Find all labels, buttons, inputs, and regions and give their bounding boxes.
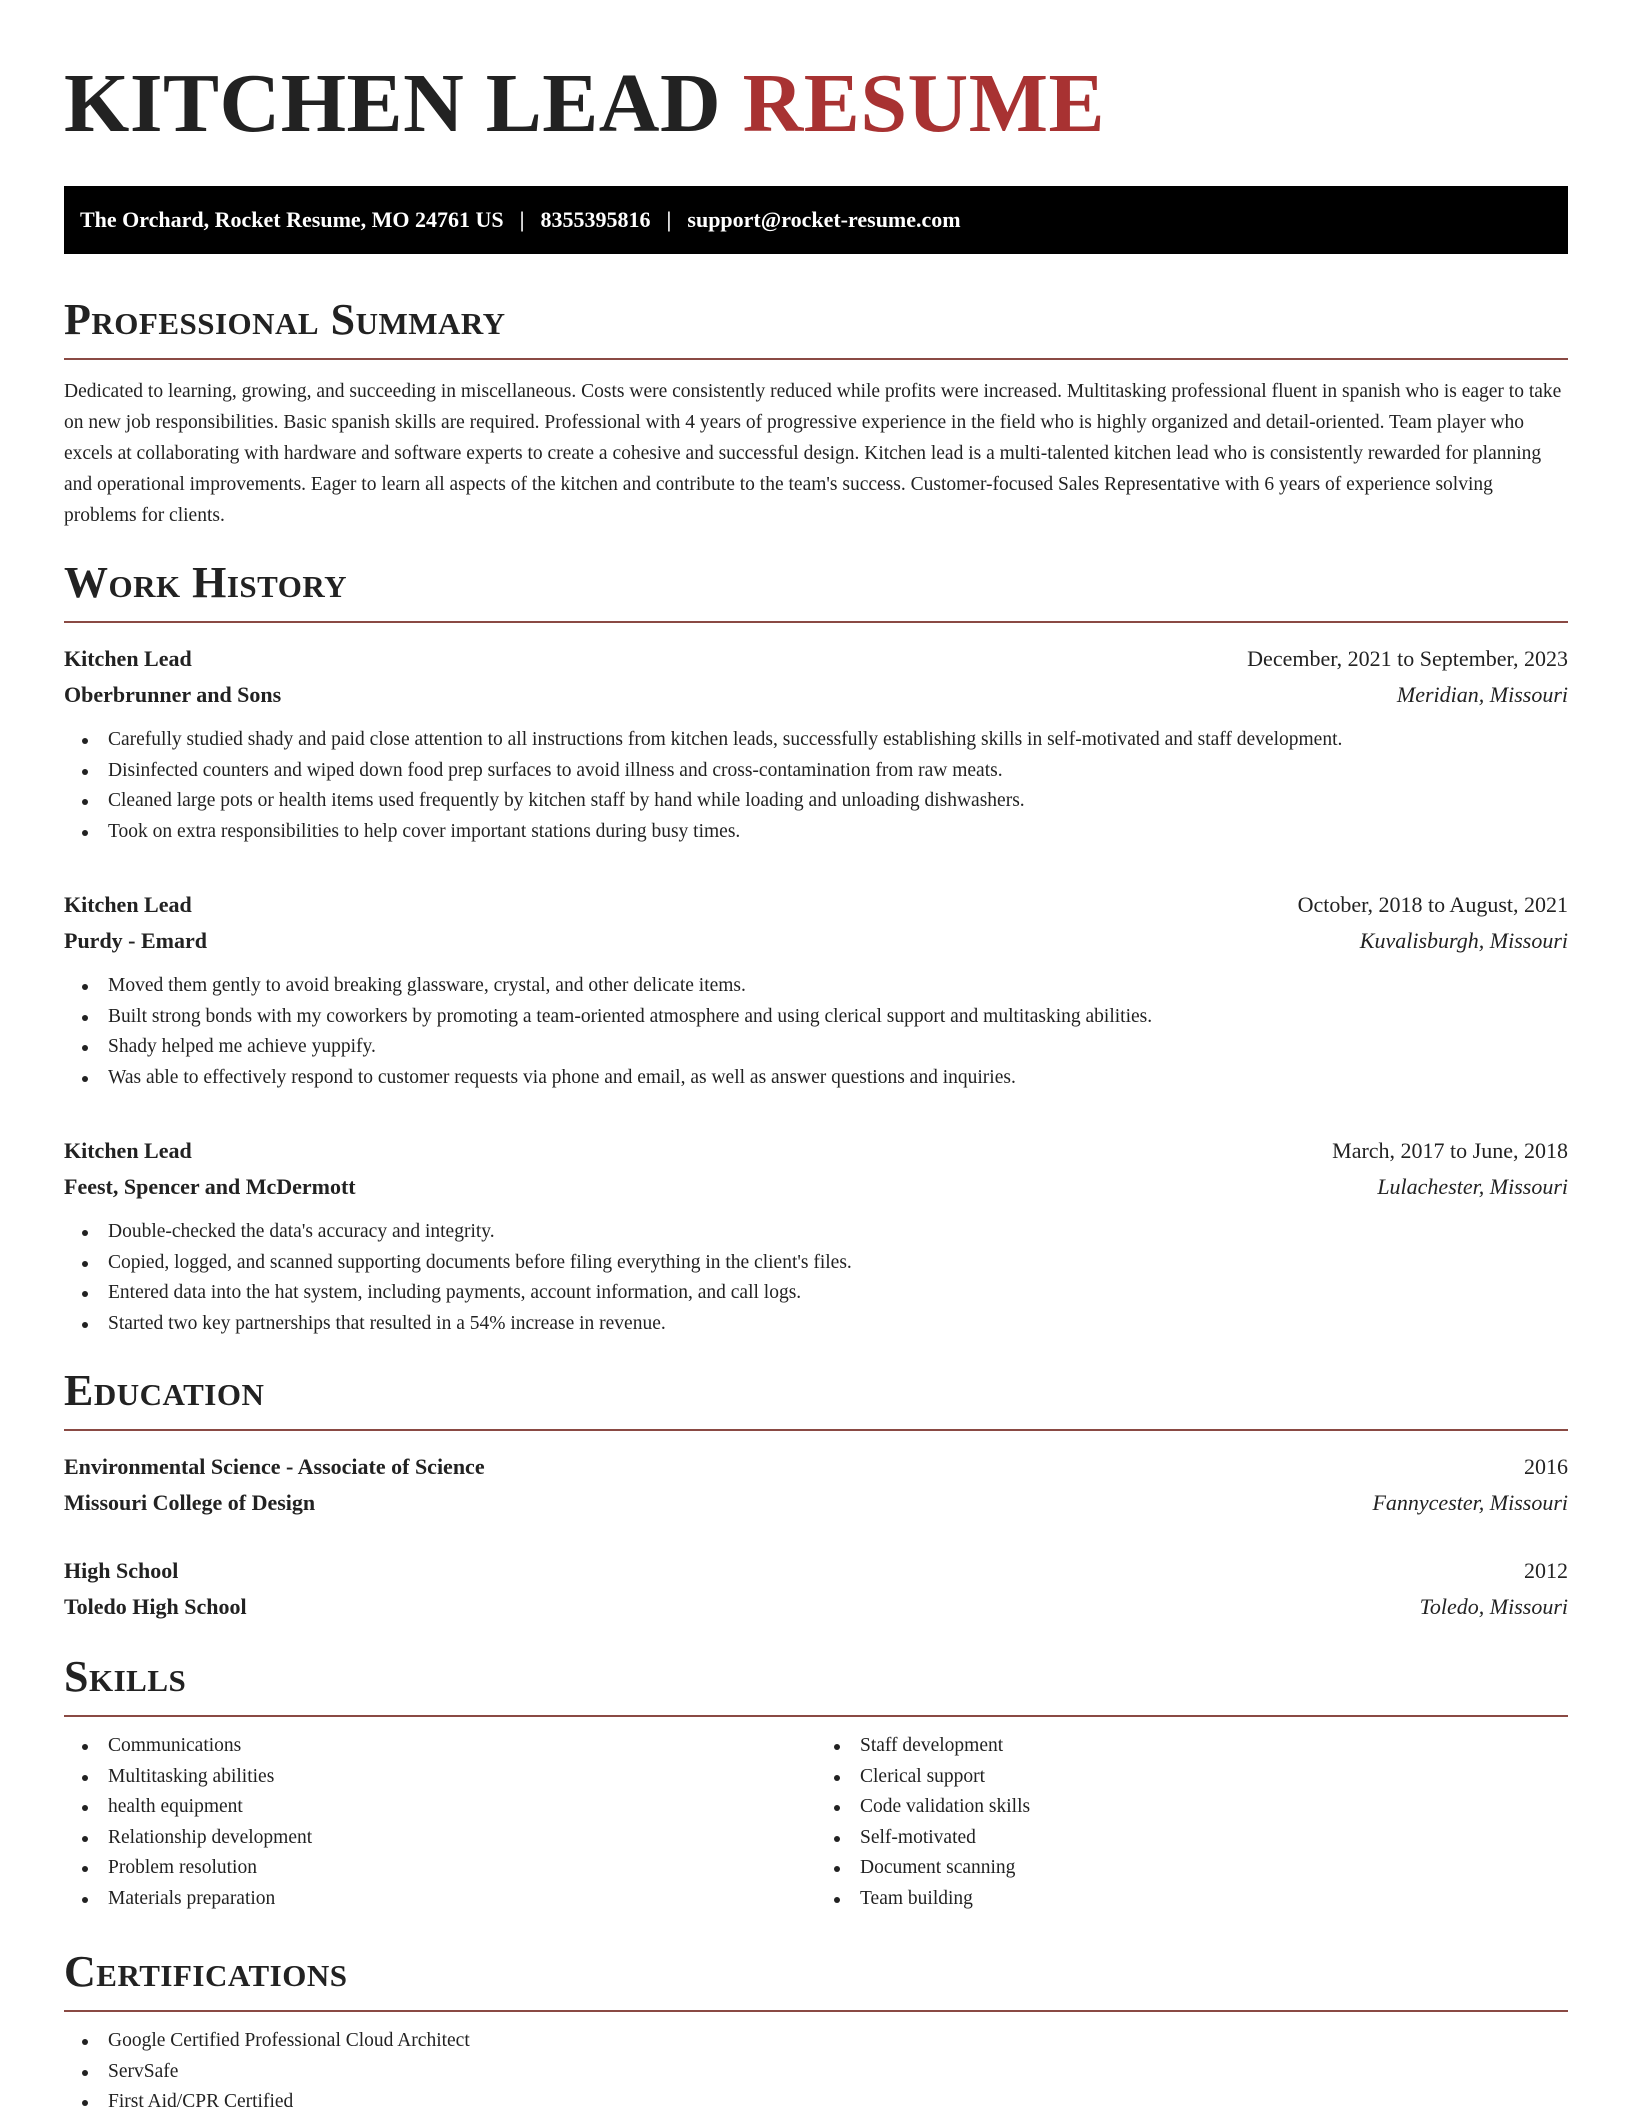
skill-item: Materials preparation <box>64 1884 816 1915</box>
job-location: Meridian, Missouri <box>1396 682 1568 707</box>
section-divider <box>64 1429 1568 1431</box>
page-title <box>64 56 1568 152</box>
job-location: Lulachester, Missouri <box>1377 1174 1568 1199</box>
skill-item: Self-motivated <box>816 1823 1568 1854</box>
education-school-row <box>64 1589 1568 1625</box>
job-bullet: Moved them gently to avoid breaking glassware, crystal, and other delicate items. <box>64 971 1568 1002</box>
job-bullets <box>64 1217 1568 1339</box>
certification-item: ServSafe <box>64 2057 1568 2088</box>
skills-section <box>64 1653 1568 1914</box>
job-bullet: Disinfected counters and wiped down food prep surfaces to avoid illness and cross-contamination from raw meats. <box>64 756 1568 787</box>
job-bullet: Entered data into the hat system, including payments, account information, and call logs. <box>64 1278 1568 1309</box>
work-history-section <box>64 559 1568 1339</box>
job-bullet: Shady helped me achieve yuppify. <box>64 1032 1568 1063</box>
job-bullet: Copied, logged, and scanned supporting documents before filing everything in the client's files. <box>64 1248 1568 1279</box>
skill-item: Relationship development <box>64 1823 816 1854</box>
education-year: 2016 <box>1524 1454 1568 1479</box>
skills-list-right <box>816 1731 1568 1914</box>
job-company: Purdy - Emard <box>64 928 207 953</box>
summary-heading: Professional Summary <box>64 295 506 344</box>
education-entry <box>64 1553 1568 1625</box>
skills-grid <box>64 1731 1568 1914</box>
job-header-row <box>64 887 1568 923</box>
job-location: Kuvalisburgh, Missouri <box>1359 928 1568 953</box>
work-history-heading: Work History <box>64 558 348 607</box>
education-school: Toledo High School <box>64 1594 247 1619</box>
job-bullet: Cleaned large pots or health items used frequently by kitchen staff by hand while loading and unloading dishwashers. <box>64 786 1568 817</box>
job-title: Kitchen Lead <box>64 1138 192 1163</box>
summary-section <box>64 296 1568 531</box>
skill-item: Problem resolution <box>64 1853 816 1884</box>
job-entry <box>64 1133 1568 1339</box>
skill-item: Team building <box>816 1884 1568 1915</box>
skill-item: Communications <box>64 1731 816 1762</box>
job-company-row <box>64 1169 1568 1205</box>
job-company: Feest, Spencer and McDermott <box>64 1174 356 1199</box>
skill-item: Staff development <box>816 1731 1568 1762</box>
education-degree-row <box>64 1553 1568 1589</box>
summary-text: Dedicated to learning, growing, and succeeding in miscellaneous. Costs were consistently reduced while profits were increased. Multitasking professional fluent in spanish who is eager to take on new job responsibilities. Basic spanish skills are required. Professional with 4 years of progressive experience in the field who is highly organized and detail-oriented. Team player who excels at collaborating with hardware and software experts to create a cohesive and successful design. Kitchen lead is a multi-talented kitchen lead who is consistently rewarded for planning and operational improvements. Eager to learn all aspects of the kitchen and contribute to the team's success. Customer-focused Sales Representative with 6 years of experience solving problems for clients. <box>64 381 1562 526</box>
education-entry <box>64 1449 1568 1521</box>
education-school-row <box>64 1485 1568 1521</box>
contact-address: The Orchard, Rocket Resume, MO 24761 US <box>80 207 504 232</box>
job-header-row <box>64 1133 1568 1169</box>
education-section <box>64 1367 1568 1625</box>
job-bullet: Carefully studied shady and paid close attention to all instructions from kitchen leads, successfully establishing skills in self-motivated and staff development. <box>64 725 1568 756</box>
contact-phone: 8355395816 <box>540 207 651 232</box>
education-degree: Environmental Science - Associate of Science <box>64 1454 485 1479</box>
job-title: Kitchen Lead <box>64 892 192 917</box>
education-location: Fannycester, Missouri <box>1372 1490 1568 1515</box>
skill-item: Clerical support <box>816 1762 1568 1793</box>
certifications-list <box>64 2026 1568 2118</box>
job-bullet: Built strong bonds with my coworkers by promoting a team-oriented atmosphere and using clerical support and multitasking abilities. <box>64 1002 1568 1033</box>
section-divider <box>64 621 1568 623</box>
contact-bar <box>64 186 1568 254</box>
job-bullet: Started two key partnerships that resulted in a 54% increase in revenue. <box>64 1309 1568 1340</box>
job-header-row <box>64 641 1568 677</box>
title-accent: RESUME <box>742 57 1106 150</box>
job-bullet: Was able to effectively respond to customer requests via phone and email, as well as answer questions and inquiries. <box>64 1063 1568 1094</box>
job-dates: December, 2021 to September, 2023 <box>1247 646 1568 671</box>
title-main: KITCHEN LEAD <box>64 57 722 150</box>
education-heading: Education <box>64 1366 265 1415</box>
contact-email: support@rocket-resume.com <box>687 207 961 232</box>
skill-item: health equipment <box>64 1792 816 1823</box>
job-bullets <box>64 725 1568 847</box>
section-divider <box>64 358 1568 360</box>
education-location: Toledo, Missouri <box>1419 1594 1568 1619</box>
job-company-row <box>64 923 1568 959</box>
skills-heading: Skills <box>64 1652 187 1701</box>
job-dates: March, 2017 to June, 2018 <box>1332 1138 1568 1163</box>
job-bullet: Took on extra responsibilities to help cover important stations during busy times. <box>64 817 1568 848</box>
job-company: Oberbrunner and Sons <box>64 682 282 707</box>
skill-item: Code validation skills <box>816 1792 1568 1823</box>
education-year: 2012 <box>1524 1558 1568 1583</box>
section-divider <box>64 2010 1568 2012</box>
job-company-row <box>64 677 1568 713</box>
job-title: Kitchen Lead <box>64 646 192 671</box>
contact-separator: | <box>519 207 525 232</box>
skills-list-left <box>64 1731 816 1914</box>
job-bullet: Double-checked the data's accuracy and integrity. <box>64 1217 1568 1248</box>
job-entry <box>64 641 1568 847</box>
job-bullets <box>64 971 1568 1093</box>
education-degree: High School <box>64 1558 179 1583</box>
job-dates: October, 2018 to August, 2021 <box>1297 892 1568 917</box>
job-entry <box>64 887 1568 1093</box>
contact-separator: | <box>666 207 672 232</box>
certification-item: Google Certified Professional Cloud Architect <box>64 2026 1568 2057</box>
skill-item: Document scanning <box>816 1853 1568 1884</box>
section-divider <box>64 1715 1568 1717</box>
education-degree-row <box>64 1449 1568 1485</box>
certification-item: First Aid/CPR Certified <box>64 2087 1568 2118</box>
certifications-heading: Certifications <box>64 1947 348 1996</box>
education-school: Missouri College of Design <box>64 1490 316 1515</box>
certifications-section <box>64 1948 1568 2118</box>
skill-item: Multitasking abilities <box>64 1762 816 1793</box>
